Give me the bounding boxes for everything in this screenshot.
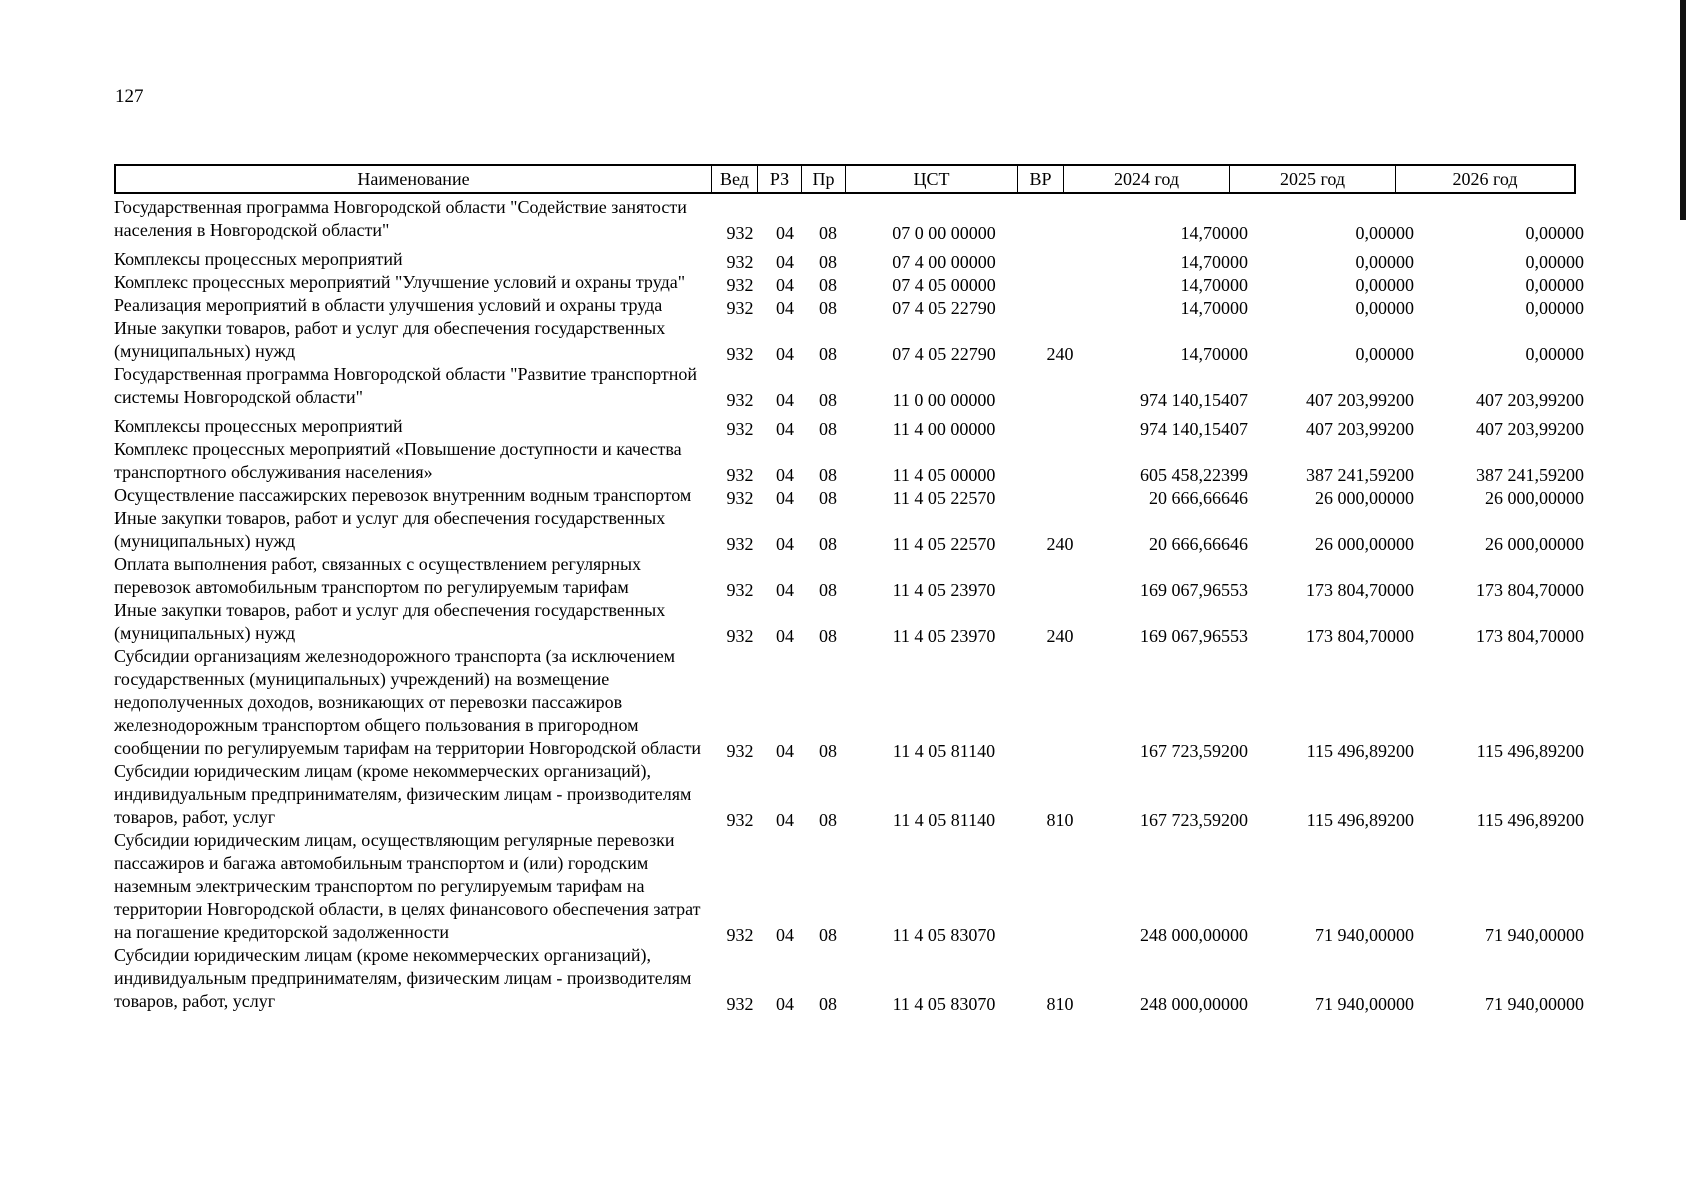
row-2025: 0,00000 xyxy=(1355,298,1414,318)
row-pr: 08 xyxy=(819,252,837,272)
row-cst: 11 4 00 00000 xyxy=(892,419,996,439)
row-2026: 26 000,00000 xyxy=(1485,534,1584,554)
row-pr: 08 xyxy=(819,994,837,1014)
row-rz: 04 xyxy=(776,534,794,554)
table-row xyxy=(114,317,1584,363)
row-name: Комплекс процессных мероприятий «Повышение доступности и качества транспортного обслуживания населения» xyxy=(114,439,682,482)
row-cst: 11 4 05 22570 xyxy=(892,534,996,554)
row-2024: 974 140,15407 xyxy=(1140,419,1248,439)
row-2025: 26 000,00000 xyxy=(1315,534,1414,554)
row-name: Оплата выполнения работ, связанных с осуществлением регулярных перевозок автомобильным транспортом по регулируемым тарифам xyxy=(114,554,642,597)
row-cst: 07 0 00 00000 xyxy=(892,223,996,243)
row-2024: 14,70000 xyxy=(1180,344,1248,364)
row-pr: 08 xyxy=(819,275,837,295)
table-row xyxy=(114,271,1584,294)
row-2024: 248 000,00000 xyxy=(1140,994,1248,1014)
table-row xyxy=(114,599,1584,645)
row-rz: 04 xyxy=(776,419,794,439)
row-2026: 115 496,89200 xyxy=(1476,810,1584,830)
row-vr: 240 xyxy=(1046,534,1074,554)
scan-edge xyxy=(1680,0,1686,220)
row-name: Субсидии юридическим лицам (кроме некоммерческих организаций), индивидуальным предпринимателям, физическим лицам - производителям товаров, работ, услуг xyxy=(114,761,692,827)
row-cst: 07 4 05 22790 xyxy=(892,344,996,364)
table-row xyxy=(114,294,1584,317)
row-2024: 14,70000 xyxy=(1180,275,1248,295)
table-row xyxy=(114,645,1584,760)
row-ved: 932 xyxy=(726,626,754,646)
row-pr: 08 xyxy=(819,925,837,945)
row-vr: 810 xyxy=(1046,994,1074,1014)
row-2026: 0,00000 xyxy=(1525,252,1584,272)
row-2026: 0,00000 xyxy=(1525,298,1584,318)
table-row xyxy=(114,553,1584,599)
header-2026: 2026 год xyxy=(1452,169,1518,189)
row-ved: 932 xyxy=(726,275,754,295)
row-name: Субсидии организациям железнодорожного транспорта (за исключением государственных (муниципальных) учреждений) на возмещение недополученных доходов, возникающих от перевозки пассажиров железнодорожным транспортом общего пользования в пригородном сообщении по регулируемым тарифам на территории Новгородской области xyxy=(114,646,702,758)
row-rz: 04 xyxy=(776,298,794,318)
row-2024: 169 067,96553 xyxy=(1140,580,1248,600)
row-ved: 932 xyxy=(726,419,754,439)
row-2025: 407 203,99200 xyxy=(1306,390,1414,410)
row-rz: 04 xyxy=(776,344,794,364)
row-cst: 11 4 05 23970 xyxy=(892,626,996,646)
row-2024: 20 666,66646 xyxy=(1149,488,1248,508)
row-ved: 932 xyxy=(726,344,754,364)
table-body xyxy=(114,196,1584,1013)
row-pr: 08 xyxy=(819,419,837,439)
row-cst: 07 4 05 22790 xyxy=(892,298,996,318)
header-name: Наименование xyxy=(116,166,712,192)
row-cst: 11 4 05 81140 xyxy=(892,810,996,830)
row-pr: 08 xyxy=(819,344,837,364)
row-2024: 974 140,15407 xyxy=(1140,390,1248,410)
row-cst: 11 4 05 83070 xyxy=(892,925,996,945)
row-ved: 932 xyxy=(726,534,754,554)
row-2024: 605 458,22399 xyxy=(1140,465,1248,485)
row-rz: 04 xyxy=(776,626,794,646)
row-2024: 167 723,59200 xyxy=(1140,810,1248,830)
row-cst: 11 4 05 00000 xyxy=(892,465,996,485)
table-row xyxy=(114,363,1584,409)
row-rz: 04 xyxy=(776,580,794,600)
row-2026: 407 203,99200 xyxy=(1476,419,1584,439)
row-2025: 173 804,70000 xyxy=(1306,626,1414,646)
row-rz: 04 xyxy=(776,252,794,272)
table-row xyxy=(114,829,1584,944)
row-pr: 08 xyxy=(819,390,837,410)
row-cst: 11 4 05 81140 xyxy=(892,741,996,761)
row-vr: 240 xyxy=(1046,344,1074,364)
header-vr: ВР xyxy=(1018,166,1064,192)
row-name: Осуществление пассажирских перевозок внутренним водным транспортом xyxy=(114,485,692,505)
row-rz: 04 xyxy=(776,925,794,945)
row-rz: 04 xyxy=(776,390,794,410)
row-ved: 932 xyxy=(726,223,754,243)
row-cst: 07 4 00 00000 xyxy=(892,252,996,272)
row-2026: 173 804,70000 xyxy=(1476,580,1584,600)
row-2024: 14,70000 xyxy=(1180,252,1248,272)
row-2024: 169 067,96553 xyxy=(1140,626,1248,646)
header-rz: РЗ xyxy=(758,166,802,192)
row-name: Иные закупки товаров, работ и услуг для обеспечения государственных (муниципальных) нужд xyxy=(114,318,666,361)
row-2026: 407 203,99200 xyxy=(1476,390,1584,410)
row-rz: 04 xyxy=(776,810,794,830)
row-rz: 04 xyxy=(776,275,794,295)
header-2025: 2025 год xyxy=(1230,166,1396,192)
row-2025: 173 804,70000 xyxy=(1306,580,1414,600)
row-name: Субсидии юридическим лицам (кроме некоммерческих организаций), индивидуальным предпринимателям, физическим лицам - производителям товаров, работ, услуг xyxy=(114,945,692,1011)
row-2025: 407 203,99200 xyxy=(1306,419,1414,439)
row-name: Иные закупки товаров, работ и услуг для обеспечения государственных (муниципальных) нужд xyxy=(114,600,666,643)
row-2026: 26 000,00000 xyxy=(1485,488,1584,508)
row-2026: 0,00000 xyxy=(1525,223,1584,243)
row-2026: 71 940,00000 xyxy=(1485,925,1584,945)
row-2025: 115 496,89200 xyxy=(1306,810,1414,830)
table-row xyxy=(114,438,1584,484)
row-pr: 08 xyxy=(819,626,837,646)
row-name: Государственная программа Новгородской области "Развитие транспортной системы Новгородской области" xyxy=(114,364,697,407)
row-name: Иные закупки товаров, работ и услуг для обеспечения государственных (муниципальных) нужд xyxy=(114,508,666,551)
row-name: Комплексы процессных мероприятий xyxy=(114,249,403,269)
table-header xyxy=(114,164,1576,194)
row-2025: 71 940,00000 xyxy=(1315,994,1414,1014)
row-ved: 932 xyxy=(726,298,754,318)
row-ved: 932 xyxy=(726,580,754,600)
row-pr: 08 xyxy=(819,298,837,318)
row-vr: 810 xyxy=(1046,810,1074,830)
row-2026: 71 940,00000 xyxy=(1485,994,1584,1014)
row-cst: 11 4 05 83070 xyxy=(892,994,996,1014)
table-row xyxy=(114,760,1584,829)
row-2026: 173 804,70000 xyxy=(1476,626,1584,646)
table-row xyxy=(114,944,1584,1013)
table-row xyxy=(114,415,1584,438)
row-rz: 04 xyxy=(776,223,794,243)
row-2026: 0,00000 xyxy=(1525,344,1584,364)
row-ved: 932 xyxy=(726,741,754,761)
row-vr: 240 xyxy=(1046,626,1074,646)
row-pr: 08 xyxy=(819,810,837,830)
row-cst: 11 4 05 23970 xyxy=(892,580,996,600)
header-ved: Вед xyxy=(712,166,758,192)
row-2025: 0,00000 xyxy=(1355,344,1414,364)
row-name: Субсидии юридическим лицам, осуществляющим регулярные перевозки пассажиров и багажа автомобильным транспортом и (или) городским наземным электрическим транспортом по регулируемым тарифам на территории Новгородской области, в целях финансового обеспечения затрат на погашение кредиторской задолженности xyxy=(114,830,701,942)
row-2026: 115 496,89200 xyxy=(1476,741,1584,761)
row-cst: 11 0 00 00000 xyxy=(892,390,996,410)
row-2024: 248 000,00000 xyxy=(1140,925,1248,945)
row-2026: 0,00000 xyxy=(1525,275,1584,295)
row-pr: 08 xyxy=(819,465,837,485)
row-2025: 26 000,00000 xyxy=(1315,488,1414,508)
row-pr: 08 xyxy=(819,223,837,243)
row-2024: 167 723,59200 xyxy=(1140,741,1248,761)
row-ved: 932 xyxy=(726,465,754,485)
table-row xyxy=(114,507,1584,553)
row-pr: 08 xyxy=(819,741,837,761)
row-ved: 932 xyxy=(726,252,754,272)
row-name: Реализация мероприятий в области улучшения условий и охраны труда xyxy=(114,295,663,315)
row-2026: 387 241,59200 xyxy=(1476,465,1584,485)
header-cst: ЦСТ xyxy=(846,166,1018,192)
header-2024: 2024 год xyxy=(1064,166,1230,192)
row-cst: 07 4 05 00000 xyxy=(892,275,996,295)
row-rz: 04 xyxy=(776,488,794,508)
row-2025: 0,00000 xyxy=(1355,275,1414,295)
row-ved: 932 xyxy=(726,925,754,945)
header-pr: Пр xyxy=(802,166,846,192)
row-name: Комплекс процессных мероприятий "Улучшение условий и охраны труда" xyxy=(114,272,686,292)
row-2024: 14,70000 xyxy=(1180,298,1248,318)
table-row xyxy=(114,484,1584,507)
row-2024: 14,70000 xyxy=(1180,223,1248,243)
row-ved: 932 xyxy=(726,810,754,830)
row-cst: 11 4 05 22570 xyxy=(892,488,996,508)
row-2024: 20 666,66646 xyxy=(1149,534,1248,554)
row-pr: 08 xyxy=(819,534,837,554)
row-2025: 115 496,89200 xyxy=(1306,741,1414,761)
row-ved: 932 xyxy=(726,488,754,508)
row-pr: 08 xyxy=(819,580,837,600)
row-2025: 0,00000 xyxy=(1355,223,1414,243)
row-name: Государственная программа Новгородской области "Содействие занятости населения в Новгородской области" xyxy=(114,197,687,240)
table-row xyxy=(114,196,1584,242)
row-name: Комплексы процессных мероприятий xyxy=(114,416,403,436)
row-rz: 04 xyxy=(776,465,794,485)
row-2025: 387 241,59200 xyxy=(1306,465,1414,485)
row-ved: 932 xyxy=(726,390,754,410)
row-rz: 04 xyxy=(776,994,794,1014)
table-row xyxy=(114,248,1584,271)
row-2025: 0,00000 xyxy=(1355,252,1414,272)
row-pr: 08 xyxy=(819,488,837,508)
row-ved: 932 xyxy=(726,994,754,1014)
page-number: 127 xyxy=(115,86,144,107)
row-rz: 04 xyxy=(776,741,794,761)
row-2025: 71 940,00000 xyxy=(1315,925,1414,945)
